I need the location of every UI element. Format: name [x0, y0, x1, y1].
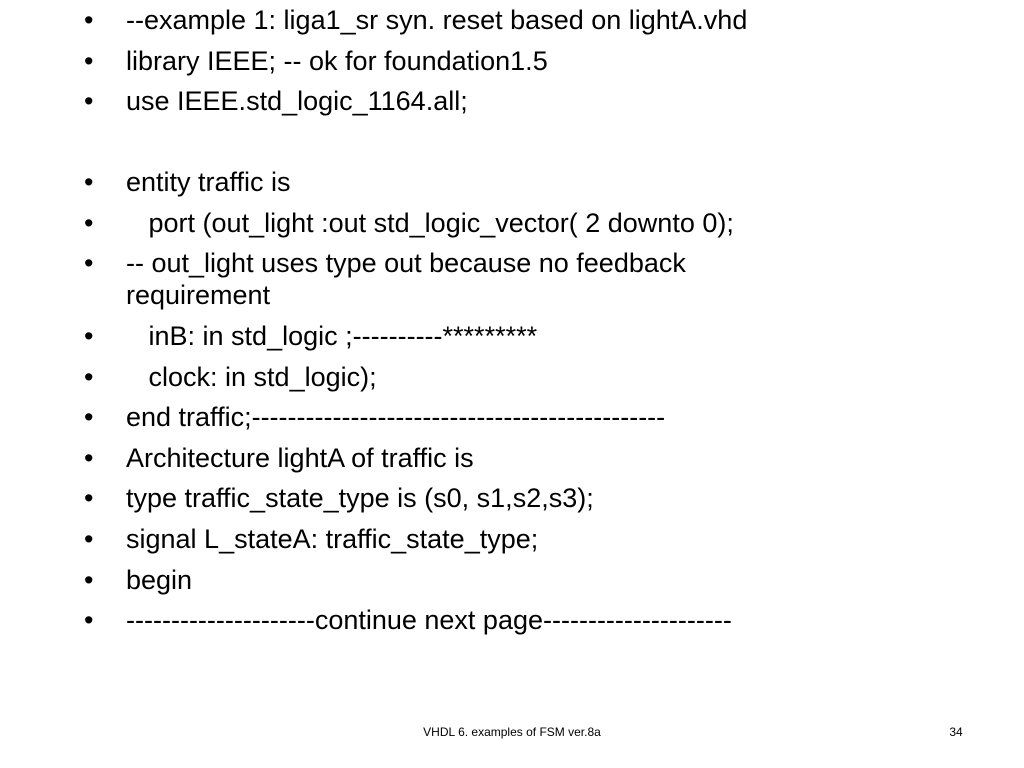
bullet-text: library IEEE; -- ok for foundation1.5	[126, 45, 548, 76]
bullet-item	[82, 604, 982, 636]
bullet-item	[82, 45, 982, 77]
bullet-item	[82, 564, 982, 596]
bullet-item	[82, 320, 982, 352]
bullet-text: inB: in std_logic ;----------*********	[126, 320, 538, 351]
bullet-text: clock: in std_logic);	[126, 361, 377, 392]
bullet-text: ---------------------continue next page---------------------	[126, 605, 732, 636]
bullet-marker: •	[84, 523, 94, 554]
footer-title: VHDL 6. examples of FSM ver.8a	[423, 725, 601, 739]
bullet-marker: •	[84, 402, 94, 433]
bullet-marker: •	[84, 5, 94, 35]
bullet-text: begin	[126, 564, 193, 595]
bullet-item	[82, 523, 982, 555]
bullet-marker: •	[84, 167, 94, 198]
bullet-item	[82, 207, 982, 239]
bullet-marker: •	[84, 483, 94, 514]
bullet-text: -- out_light uses type out because no feedback requirement	[126, 248, 686, 311]
bullet-marker: •	[84, 361, 94, 392]
bullet-text: end traffic;----------------------------------------------	[126, 402, 666, 433]
bullet-item	[82, 442, 982, 474]
bullet-text: type traffic_state_type is (s0, s1,s2,s3);	[126, 483, 594, 514]
bullet-item	[82, 482, 982, 514]
bullet-marker: •	[84, 564, 94, 595]
bullet-item	[82, 401, 982, 433]
bullet-text: entity traffic is	[126, 167, 291, 198]
bullet-item	[82, 85, 982, 117]
bullet-marker: •	[84, 605, 94, 636]
bullet-item	[82, 4, 982, 36]
bullet-marker: •	[84, 320, 94, 351]
bullet-marker: •	[84, 248, 94, 279]
bullet-item	[82, 166, 982, 198]
bullet-text: port (out_light :out std_logic_vector( 2 downto 0);	[126, 207, 734, 238]
bullet-marker: •	[84, 86, 94, 117]
bullet-text: Architecture lightA of traffic is	[126, 442, 474, 473]
bullet-marker: •	[84, 45, 94, 76]
bullet-text: --example 1: liga1_sr syn. reset based on lightA.vhd	[126, 5, 748, 35]
bullet-text: signal L_stateA: traffic_state_type;	[126, 523, 539, 554]
bullet-marker: •	[84, 442, 94, 473]
bullet-list	[82, 0, 982, 636]
bullet-text: use IEEE.std_logic_1164.all;	[126, 86, 468, 117]
bullet-item	[82, 247, 982, 311]
bullet-item	[82, 361, 982, 393]
page-number: 34	[949, 725, 963, 739]
bullet-marker: •	[84, 207, 94, 238]
